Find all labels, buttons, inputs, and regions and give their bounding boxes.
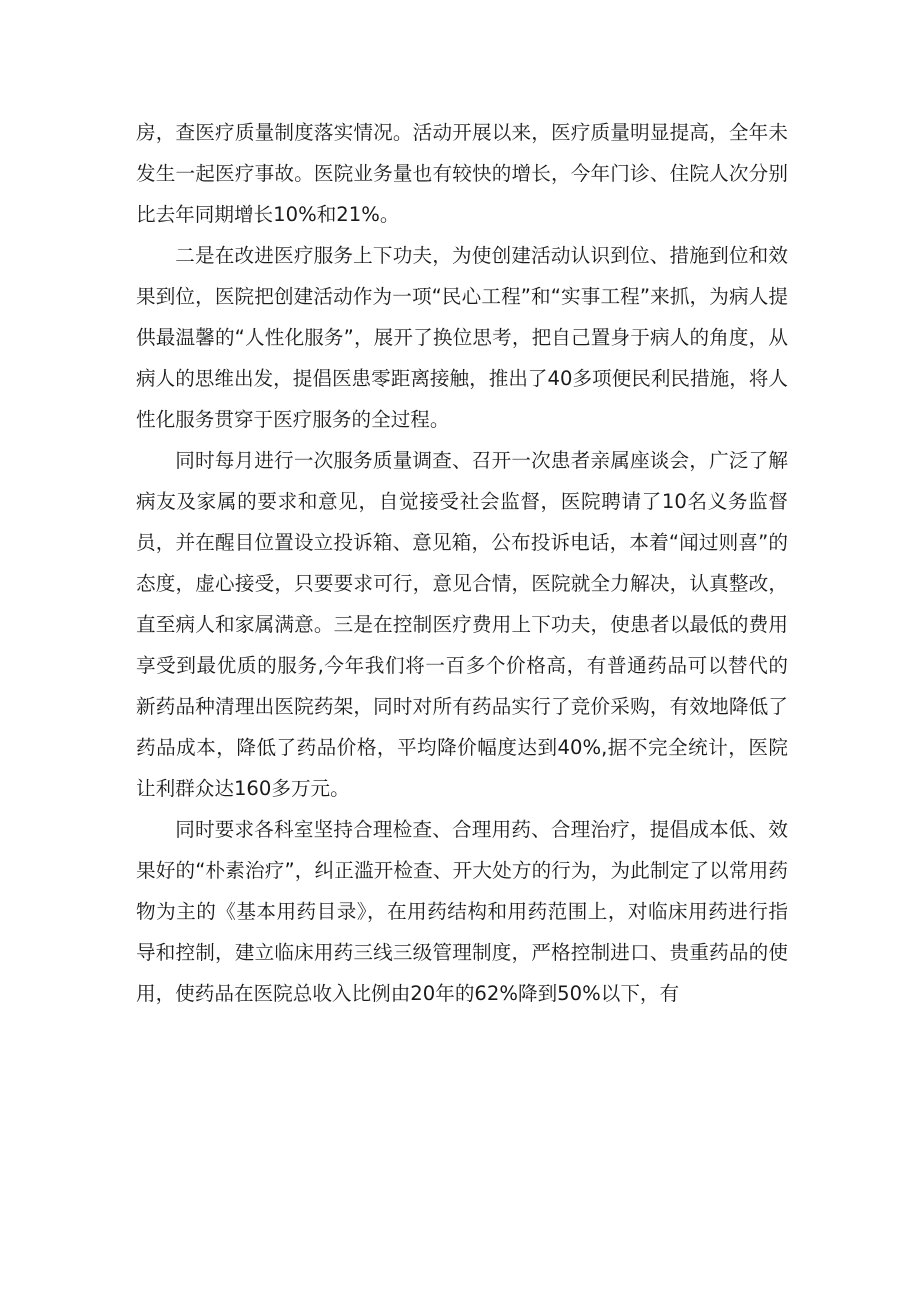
paragraph-supervision-and-cost: 同时每月进行一次服务质量调查、召开一次患者亲属座谈会，广泛了解病友及家属的要求和意见，自觉接受社会监督，医院聘请了10名义务监督员，并在醒目位置设立投诉箱、意见箱，公布投诉电话，本着“闻过则喜”的态度，虚心接受，只要要求可行，意见合情，医院就全力解决，认真整改，直至病人和家属满意。三是在控制医疗费用上下功夫，使患者以最低的费用享受到最优质的服务,今年我们将一百多个价格高，有普通药品可以替代的新药品种清理出医院药架，同时对所有药品实行了竞价采购，有效地降低了药品成本，降低了药品价格，平均降价幅度达到40%,据不完全统计，医院让利群众达160多万元。: [136, 449, 788, 800]
paragraph-medical-service: 二是在改进医疗服务上下功夫，为使创建活动认识到位、措施到位和效果到位，医院把创建活动作为一项“民心工程”和“实事工程”来抓，为病人提供最温馨的“人性化服务”，展开了换位思考，把自己置身于病人的角度，从病人的思维出发，提倡医患零距离接触，推出了40多项便民利民措施，将人性化服务贯穿于医疗服务的全过程。: [136, 244, 788, 431]
document-body: [136, 112, 788, 1014]
paragraph-continuation: 房，查医疗质量制度落实情况。活动开展以来，医疗质量明显提高，全年未发生一起医疗事故。医院业务量也有较快的增长，今年门诊、住院人次分别比去年同期增长10%和21%。: [136, 121, 788, 226]
paragraph-rational-medication: 同时要求各科室坚持合理检查、合理用药、合理治疗，提倡成本低、效果好的“朴素治疗”，纠正滥开检查、开大处方的行为，为此制定了以常用药物为主的《基本用药目录》，在用药结构和用药范围上，对临床用药进行指导和控制，建立临床用药三线三级管理制度，严格控制进口、贵重药品的使用，使药品在医院总收入比例由20年的62%降到50%以下，有: [136, 818, 788, 1005]
